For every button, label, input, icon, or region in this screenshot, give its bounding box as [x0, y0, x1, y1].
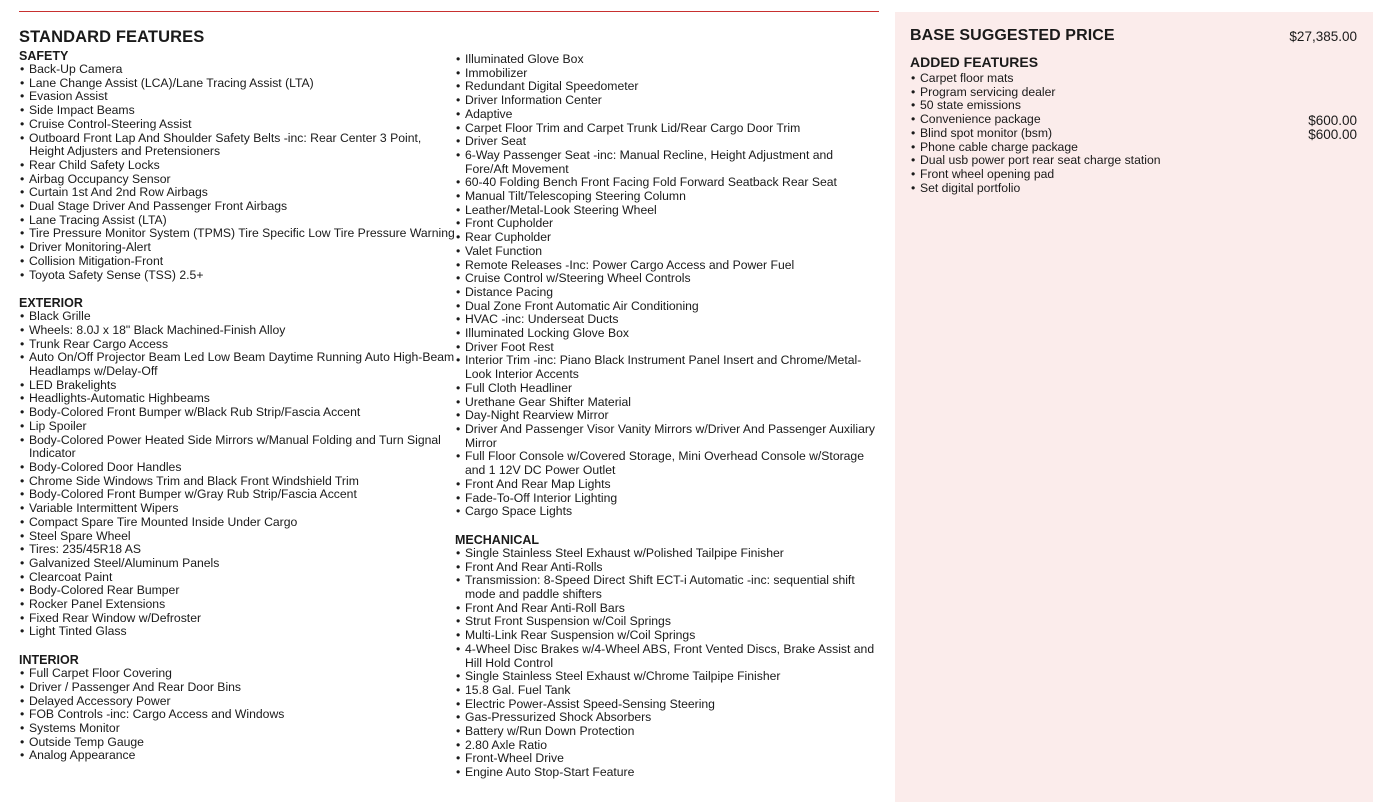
feature-item: • Variable Intermittent Wipers	[19, 502, 455, 516]
feature-item: • Outboard Front Lap And Shoulder Safety Belts -inc: Rear Center 3 Point, Height Adjusters and Pretensioners	[19, 132, 455, 159]
feature-list	[19, 310, 455, 639]
feature-item: • Evasion Assist	[19, 90, 455, 104]
feature-item: • Delayed Accessory Power	[19, 695, 455, 709]
feature-item: • Single Stainless Steel Exhaust w/Polished Tailpipe Finisher	[455, 547, 879, 561]
feature-item: • 2.80 Axle Ratio	[455, 739, 879, 753]
feature-item: • Body-Colored Front Bumper w/Black Rub Strip/Fascia Accent	[19, 406, 455, 420]
added-feature-label: Set digital portfolio	[920, 180, 1021, 195]
added-features-title: ADDED FEATURES	[910, 54, 1039, 70]
added-feature-label: Phone cable charge package	[920, 139, 1078, 154]
feature-item: • Auto On/Off Projector Beam Led Low Beam Daytime Running Auto High-Beam Headlamps w/Delay-Off	[19, 351, 455, 378]
feature-item: • Cruise Control w/Steering Wheel Controls	[455, 272, 879, 286]
added-feature-label: Program servicing dealer	[920, 84, 1056, 99]
feature-item: • Immobilizer	[455, 67, 879, 81]
feature-item: • Light Tinted Glass	[19, 625, 455, 639]
feature-item: • Front And Rear Map Lights	[455, 478, 879, 492]
section-title: INTERIOR	[19, 653, 79, 668]
feature-item: • Black Grille	[19, 310, 455, 324]
base-price-value: $27,385.00	[1289, 29, 1357, 44]
feature-list	[19, 63, 455, 282]
section-title: MECHANICAL	[455, 532, 540, 547]
feature-list	[19, 667, 455, 763]
feature-item: • Driver Information Center	[455, 94, 879, 108]
feature-item: • Driver Foot Rest	[455, 341, 879, 355]
feature-item: • Carpet Floor Trim and Carpet Trunk Lid/Rear Cargo Door Trim	[455, 122, 879, 136]
feature-item: • Rocker Panel Extensions	[19, 598, 455, 612]
feature-item: • 15.8 Gal. Fuel Tank	[455, 684, 879, 698]
price-header	[910, 27, 1357, 47]
feature-item: • FOB Controls -inc: Cargo Access and Windows	[19, 708, 455, 722]
feature-item: • 4-Wheel Disc Brakes w/4-Wheel ABS, Front Vented Discs, Brake Assist and Hill Hold Control	[455, 643, 879, 670]
section-continued	[455, 53, 879, 519]
feature-item: • Galvanized Steel/Aluminum Panels	[19, 557, 455, 571]
features-column-right	[455, 26, 879, 794]
feature-item: • Remote Releases -Inc: Power Cargo Access and Power Fuel	[455, 259, 879, 273]
feature-item: • Wheels: 8.0J x 18" Black Machined-Finish Alloy	[19, 324, 455, 338]
feature-item: • Front Cupholder	[455, 217, 879, 231]
feature-item: • Adaptive	[455, 108, 879, 122]
feature-item: • Front And Rear Anti-Roll Bars	[455, 602, 879, 616]
feature-item: • Collision Mitigation-Front	[19, 255, 455, 269]
feature-item: • Body-Colored Rear Bumper	[19, 584, 455, 598]
base-price-title: BASE SUGGESTED PRICE	[910, 27, 1115, 44]
feature-item: • Curtain 1st And 2nd Row Airbags	[19, 186, 455, 200]
feature-item: • Rear Cupholder	[455, 231, 879, 245]
feature-item: • Outside Temp Gauge	[19, 736, 455, 750]
feature-item: • Electric Power-Assist Speed-Sensing Steering	[455, 698, 879, 712]
feature-item: • Illuminated Locking Glove Box	[455, 327, 879, 341]
feature-item: • Full Cloth Headliner	[455, 382, 879, 396]
features-column-left	[19, 26, 455, 794]
standard-features	[19, 26, 879, 794]
feature-item: • Body-Colored Front Bumper w/Gray Rub Strip/Fascia Accent	[19, 488, 455, 502]
feature-item: • Back-Up Camera	[19, 63, 455, 77]
added-feature-label: Carpet floor mats	[920, 71, 1014, 85]
feature-item: • Fixed Rear Window w/Defroster	[19, 612, 455, 626]
feature-item: • Tires: 235/45R18 AS	[19, 543, 455, 557]
feature-item: • Clearcoat Paint	[19, 571, 455, 585]
feature-item: • LED Brakelights	[19, 379, 455, 393]
feature-item: • Driver Seat	[455, 135, 879, 149]
feature-item: • Urethane Gear Shifter Material	[455, 396, 879, 410]
feature-item: • Dual Zone Front Automatic Air Conditioning	[455, 300, 879, 314]
section-exterior	[19, 296, 455, 639]
feature-item: • Redundant Digital Speedometer	[455, 80, 879, 94]
feature-item: • Systems Monitor	[19, 722, 455, 736]
section-interior	[19, 653, 455, 763]
feature-item: • Lip Spoiler	[19, 420, 455, 434]
feature-item: • Driver / Passenger And Rear Door Bins	[19, 681, 455, 695]
feature-item: • Single Stainless Steel Exhaust w/Chrome Tailpipe Finisher	[455, 670, 879, 684]
left-sections	[19, 49, 455, 763]
feature-item: • 60-40 Folding Bench Front Facing Fold Forward Seatback Rear Seat	[455, 176, 879, 190]
feature-item: • Front-Wheel Drive	[455, 752, 879, 766]
feature-item: • Body-Colored Door Handles	[19, 461, 455, 475]
feature-item: • Manual Tilt/Telescoping Steering Column	[455, 190, 879, 204]
feature-list	[455, 53, 879, 519]
added-feature-item	[910, 72, 1357, 86]
feature-item: • Body-Colored Power Heated Side Mirrors w/Manual Folding and Turn Signal Indicator	[19, 434, 455, 461]
feature-item: • Trunk Rear Cargo Access	[19, 338, 455, 352]
feature-item: • Steel Spare Wheel	[19, 530, 455, 544]
added-feature-price: $600.00	[1308, 113, 1357, 129]
feature-item: • Analog Appearance	[19, 749, 455, 763]
feature-item: • Side Impact Beams	[19, 104, 455, 118]
added-feature-item	[910, 99, 1357, 113]
feature-item: • Toyota Safety Sense (TSS) 2.5+	[19, 269, 455, 283]
section-safety	[19, 49, 455, 282]
features-title: STANDARD FEATURES	[19, 28, 205, 46]
feature-item: • Fade-To-Off Interior Lighting	[455, 492, 879, 506]
added-feature-label: 50 state emissions	[920, 98, 1021, 113]
added-feature-item	[910, 182, 1357, 196]
feature-item: • Distance Pacing	[455, 286, 879, 300]
section-mechanical	[455, 533, 879, 780]
added-feature-item	[910, 86, 1357, 100]
right-sections	[455, 53, 879, 780]
feature-item: • Headlights-Automatic Highbeams	[19, 392, 455, 406]
feature-item: • Driver Monitoring-Alert	[19, 241, 455, 255]
feature-item: • Tire Pressure Monitor System (TPMS) Tire Specific Low Tire Pressure Warning	[19, 227, 455, 241]
added-feature-label: Blind spot monitor (bsm)	[920, 125, 1053, 140]
added-feature-label: Front wheel opening pad	[920, 166, 1055, 181]
feature-item: • Interior Trim -inc: Piano Black Instrument Panel Insert and Chrome/Metal-Look Interior Accents	[455, 354, 879, 381]
feature-item: • Leather/Metal-Look Steering Wheel	[455, 204, 879, 218]
feature-item: • Chrome Side Windows Trim and Black Front Windshield Trim	[19, 475, 455, 489]
section-title: EXTERIOR	[19, 296, 83, 311]
added-features-list	[910, 72, 1357, 195]
added-feature-item	[910, 127, 1357, 141]
feature-list	[455, 547, 879, 780]
feature-item: • Engine Auto Stop-Start Feature	[455, 766, 879, 780]
feature-item: • Lane Tracing Assist (LTA)	[19, 214, 455, 228]
added-feature-label: Convenience package	[920, 112, 1041, 127]
feature-item: • Cruise Control-Steering Assist	[19, 118, 455, 132]
added-feature-item	[910, 141, 1357, 155]
feature-item: • Valet Function	[455, 245, 879, 259]
feature-item: • Full Floor Console w/Covered Storage, Mini Overhead Console w/Storage and 1 12V DC Power Outlet	[455, 450, 879, 477]
price-panel	[895, 12, 1373, 802]
feature-item: • Driver And Passenger Visor Vanity Mirrors w/Driver And Passenger Auxiliary Mirror	[455, 423, 879, 450]
feature-item: • Transmission: 8-Speed Direct Shift ECT-i Automatic -inc: sequential shift mode and paddle shifters	[455, 574, 879, 601]
added-feature-price: $600.00	[1308, 126, 1357, 142]
feature-item: • Dual Stage Driver And Passenger Front Airbags	[19, 200, 455, 214]
feature-item: • Rear Child Safety Locks	[19, 159, 455, 173]
feature-item: • Battery w/Run Down Protection	[455, 725, 879, 739]
feature-item: • Front And Rear Anti-Rolls	[455, 561, 879, 575]
feature-item: • Illuminated Glove Box	[455, 53, 879, 67]
feature-item: • Compact Spare Tire Mounted Inside Under Cargo	[19, 516, 455, 530]
feature-item: • Lane Change Assist (LCA)/Lane Tracing Assist (LTA)	[19, 77, 455, 91]
feature-item: • HVAC -inc: Underseat Ducts	[455, 313, 879, 327]
added-feature-item	[910, 154, 1357, 168]
added-feature-item	[910, 168, 1357, 182]
feature-item: • Day-Night Rearview Mirror	[455, 409, 879, 423]
section-title: SAFETY	[19, 49, 69, 63]
added-feature-item	[910, 113, 1357, 127]
feature-item: • Gas-Pressurized Shock Absorbers	[455, 711, 879, 725]
feature-item: • Strut Front Suspension w/Coil Springs	[455, 615, 879, 629]
top-divider	[19, 11, 879, 12]
feature-item: • Airbag Occupancy Sensor	[19, 173, 455, 187]
feature-item: • 6-Way Passenger Seat -inc: Manual Recline, Height Adjustment and Fore/Aft Movement	[455, 149, 879, 176]
feature-item: • Cargo Space Lights	[455, 505, 879, 519]
feature-item: • Multi-Link Rear Suspension w/Coil Springs	[455, 629, 879, 643]
added-feature-label: Dual usb power port rear seat charge station	[920, 153, 1161, 168]
feature-item: • Full Carpet Floor Covering	[19, 667, 455, 681]
